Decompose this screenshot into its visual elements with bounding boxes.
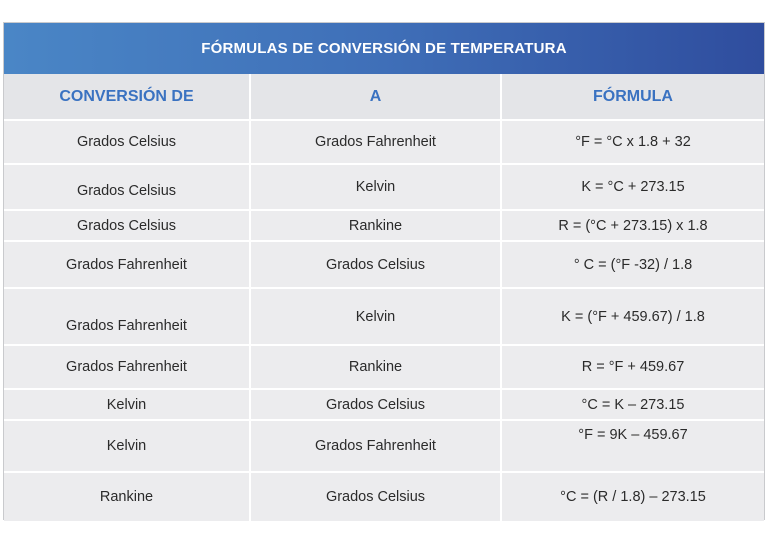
table-cell-to: Rankine [251,211,502,242]
conversion-table [3,22,765,520]
table-cell-formula: °C = (R / 1.8) – 273.15 [502,473,764,521]
table-cell-to: Kelvin [251,165,502,211]
table-cell-formula: ° C = (°F -32) / 1.8 [502,242,764,289]
table-cell-from: Grados Celsius [4,211,251,242]
table-cell-from: Grados Fahrenheit [4,289,251,346]
table-cell-to: Grados Fahrenheit [251,121,502,165]
table-cell-from: Rankine [4,473,251,521]
table-title: FÓRMULAS DE CONVERSIÓN DE TEMPERATURA [4,23,764,74]
table-cell-from: Grados Celsius [4,121,251,165]
table-cell-formula: °F = 9K – 459.67 [502,421,764,473]
table-cell-to: Grados Fahrenheit [251,421,502,473]
header-a: A [251,74,502,121]
table-cell-from: Grados Fahrenheit [4,242,251,289]
table-cell-from: Kelvin [4,390,251,421]
table-cell-to: Grados Celsius [251,473,502,521]
table-cell-to: Grados Celsius [251,390,502,421]
table-cell-formula: °C = K – 273.15 [502,390,764,421]
table-cell-to: Grados Celsius [251,242,502,289]
table-cell-formula: R = (°C + 273.15) x 1.8 [502,211,764,242]
header-conversion-de: CONVERSIÓN DE [4,74,251,121]
table-cell-formula: K = °C + 273.15 [502,165,764,211]
table-grid [4,74,764,521]
table-cell-formula: R = °F + 459.67 [502,346,764,390]
table-cell-formula: °F = °C x 1.8 + 32 [502,121,764,165]
table-cell-to: Kelvin [251,289,502,346]
header-formula: FÓRMULA [502,74,764,121]
table-cell-formula: K = (°F + 459.67) / 1.8 [502,289,764,346]
table-cell-to: Rankine [251,346,502,390]
table-cell-from: Kelvin [4,421,251,473]
table-cell-from: Grados Fahrenheit [4,346,251,390]
table-cell-from: Grados Celsius [4,165,251,211]
